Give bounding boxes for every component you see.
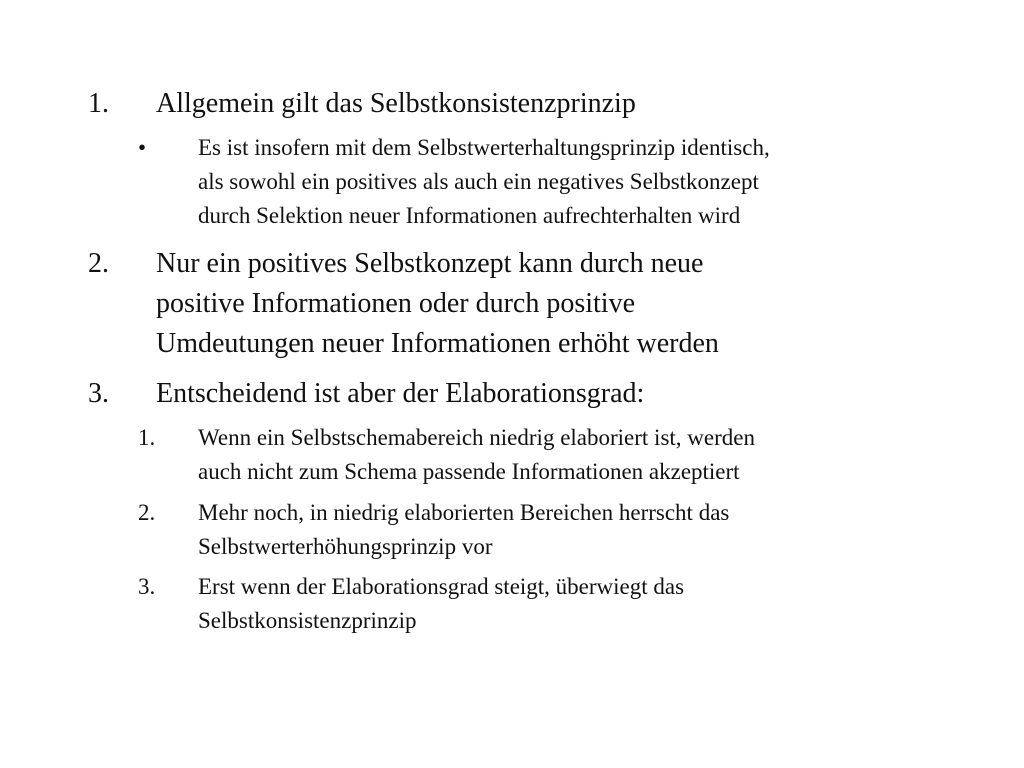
list-number: 3.: [88, 378, 109, 409]
list-item-text: [156, 244, 719, 364]
bullet-icon: •: [138, 135, 147, 160]
list-item-text: [198, 421, 755, 489]
text-line: Mehr noch, in niedrig elaborierten Bereichen herrscht das: [198, 500, 730, 525]
text-line: positive Informationen oder durch positive: [156, 288, 635, 319]
list-number: 3.: [138, 574, 156, 599]
text-line: Es ist insofern mit dem Selbstwerterhaltungsprinzip identisch,: [198, 135, 770, 160]
text-line: Wenn ein Selbstschemabereich niedrig elaboriert ist, werden: [198, 425, 755, 450]
list-item-text: [156, 84, 636, 124]
list-number: 2.: [88, 248, 109, 279]
text-line: Umdeutungen neuer Informationen erhöht werden: [156, 328, 719, 359]
text-line: als sowohl ein positives als auch ein negatives Selbstkonzept: [198, 169, 759, 194]
text-line: Entscheidend ist aber der Elaborationsgrad:: [156, 378, 645, 409]
list-number: 1.: [138, 425, 156, 450]
list-item-text: [198, 131, 770, 233]
list-number: 1.: [88, 88, 109, 119]
text-line: Selbstwerterhöhungsprinzip vor: [198, 534, 493, 559]
list-number: 2.: [138, 500, 156, 525]
text-line: auch nicht zum Schema passende Informationen akzeptiert: [198, 459, 740, 484]
list-item-text: [198, 496, 729, 564]
list-item-text: [198, 570, 684, 638]
text-line: Nur ein positives Selbstkonzept kann durch neue: [156, 248, 704, 279]
list-item-text: [156, 374, 644, 414]
text-line: Selbstkonsistenzprinzip: [198, 608, 417, 633]
text-line: durch Selektion neuer Informationen aufrechterhalten wird: [198, 203, 741, 228]
text-line: Allgemein gilt das Selbstkonsistenzprinzip: [156, 88, 636, 119]
text-line: Erst wenn der Elaborationsgrad steigt, überwiegt das: [198, 574, 685, 599]
